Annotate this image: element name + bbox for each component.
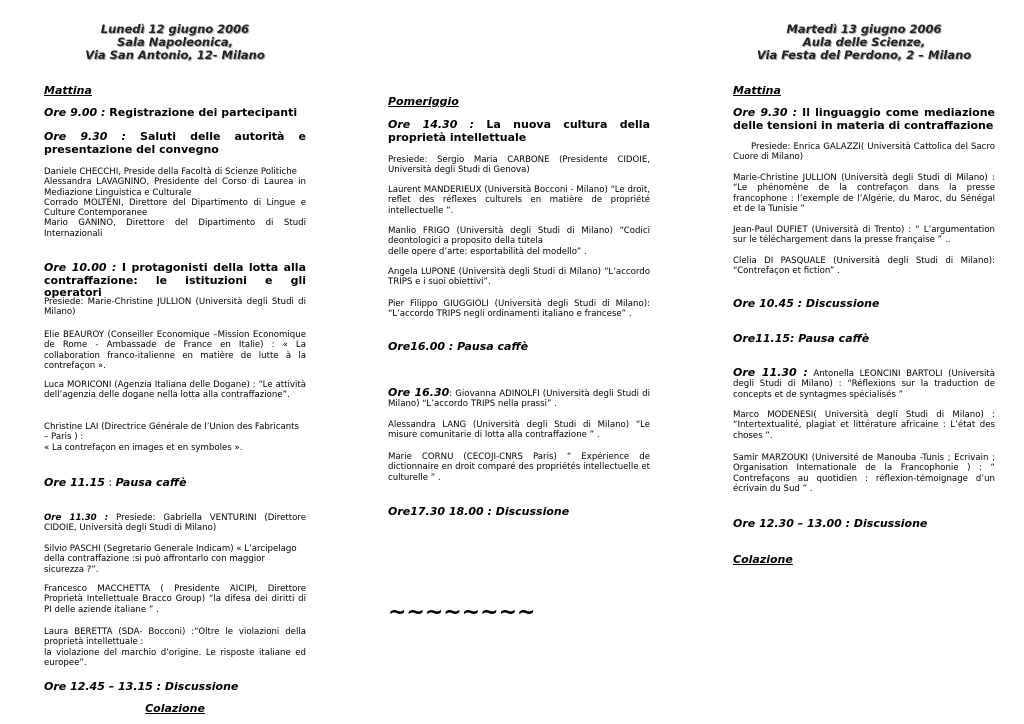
- talk-lai: [44, 422, 306, 453]
- session-930-day2-time: Ore 9.30 :: [733, 106, 798, 119]
- session-1000-title: I protagonisti della lotta alla contraffazione: le istituzioni e gli operatori: [44, 261, 307, 299]
- tilde-divider: ~~~~~~~~: [388, 600, 536, 625]
- session-930-time: Ore 9.30 :: [44, 130, 126, 143]
- session-1045-day2: Ore 10.45 : Discussione: [733, 297, 880, 310]
- talk-lang: Alessandra LANG (Università degli Studi di Milano) “Le misure comunitarie di lotta alla contraffazione ” .: [388, 420, 650, 441]
- session-1130-time: Ore 11.30 :: [44, 513, 109, 523]
- session-930: [44, 131, 306, 156]
- talk-lai-title: « La contrefaçon en images et en symboles ».: [44, 442, 243, 453]
- talk-lai-speaker: Christine LAI (Directrice Générale de l’Union des Fabricants – Paris ) :: [44, 422, 300, 443]
- talk-manderieux: Laurent MANDERIEUX (Università Bocconi - Milano) “Le droit, reflet des réflexes culturels en matière de propriété intellectuelle ”.: [388, 185, 650, 216]
- talk-cornu: Marie CORNU (CECOJI-CNRS Paris) “ Expérience de dictionnaire en droit comparé des propriétés intellectuelle et culturelle ” .: [388, 452, 650, 483]
- session-900: [44, 107, 306, 120]
- day2-date: Martedì 13 giugno 2006: [786, 22, 942, 36]
- session-930-title: Saluti delle autorità e presentazione del convegno: [44, 130, 306, 156]
- talk-jullion: Marie-Christine JULLION (Università degli Studi di Milano) : “Le phénomène de la contrefaçon dans la presse francophone : l’exemple de l’Algérie, du Maroc, du Sénégal et de la Tunisie ”: [733, 173, 995, 214]
- talk-giuggioli: Pier Filippo GIUGGIOLI (Università degli Studi di Milano): “L’accordo TRIPS negli ordinamenti italiano e francese” .: [388, 299, 650, 320]
- lunch-day2: Colazione: [733, 553, 793, 566]
- talk-frigo: [388, 226, 650, 257]
- session-1130-day2: [733, 368, 995, 400]
- lunch-day1: Colazione: [145, 702, 205, 715]
- session-1230-day2: Ore 12.30 – 13.00 : Discussione: [733, 517, 928, 530]
- session-1115-day2: Ore11.15: Pausa caffè: [733, 332, 870, 345]
- session-1000-time: Ore 10.00 :: [44, 261, 117, 274]
- day1-header: [44, 23, 306, 62]
- session-1430: [388, 119, 650, 144]
- talk-macchetta: Francesco MACCHETTA ( Presidente AICIPI, Direttore Proprietà Intellettuale Bracco Group) “la difesa dei diritti di PI delle aziende italiane ” .: [44, 584, 306, 615]
- day2-venue: Aula delle Scienze,: [802, 35, 926, 49]
- talk-leoncini: Antonella LEONCINI BARTOLI (Università degli Studi di Milano) : “Réflexions sur la traduction de concepts et de syntagmes spécialisés ”: [733, 369, 996, 400]
- session-1115-title: Pausa caffè: [115, 476, 187, 489]
- talk-frigo-line2: delle opere d’arte: esportabilità del modello” .: [388, 246, 587, 257]
- speaker-lavagnino: Alessandra LAVAGNINO, Presidente del Corso di Laurea in Mediazione Linguistica e Culturale: [44, 177, 306, 198]
- afternoon-heading: Pomeriggio: [388, 95, 459, 108]
- talk-di-pasquale: Clelia DI PASQUALE (Università degli Studi di Milano): “Contrefaçon et fiction” .: [733, 256, 995, 277]
- session-1000-chair: Presiede: Marie-Christine JULLION (Università degli Studi di Milano): [44, 297, 306, 318]
- session-1130: [44, 513, 306, 534]
- day1-date: Lunedì 12 giugno 2006: [100, 22, 250, 36]
- talk-dufiet: Jean-Paul DUFIET (Università di Trento) : “ L’argumentation sur le téléchargement dans la presse française ” ..: [733, 225, 995, 246]
- speaker-molteni: Corrado MOLTENI, Direttore del Dipartimento di Lingue e Culture Contemporanee: [44, 197, 306, 219]
- morning-heading: Mattina: [44, 84, 92, 97]
- session-1430-time: Ore 14.30 :: [388, 118, 475, 131]
- session-900-time: Ore 9.00 :: [44, 106, 106, 119]
- session-1730: Ore17.30 18.00 : Discussione: [388, 505, 570, 518]
- talk-beretta-line1: Laura BERETTA (SDA- Bocconi) :“Oltre le violazioni della proprietà intellettuale :: [44, 627, 306, 648]
- talk-marzouki: Samir MARZOUKI (Université de Manouba -Tunis ; Ecrivain ; Organisation Internationale de la Francophonie ) : “ Contrefaçons au quotidien : réflexion-témoignage d’un écrivain du Sud ” .: [733, 453, 995, 494]
- day2-address: Via Festa del Perdono, 2 – Milano: [756, 48, 972, 62]
- talk-frigo-line1: Manlio FRIGO (Università degli Studi di Milano) “Codici deontologici a proposito della tutela: [388, 226, 650, 247]
- talk-beretta-line2: la violazione del marchio d’origine. Le risposte italiane ed europee”.: [44, 647, 306, 668]
- talk-beauroy: Elie BEAUROY (Conseiller Economique –Mission Economique de Rome - Ambassade de France en Italie) : « La collaboration franco-italienne en matière de lutte à la contrefaçon ».: [44, 330, 306, 371]
- session-1430-chair: Presiede: Sergio Maria CARBONE (Presidente CIDOIE, Università degli Studi di Genova): [388, 155, 650, 176]
- session-1430-title: La nuova cultura della proprietà intellettuale: [388, 118, 651, 144]
- session-900-title: Registrazione dei partecipanti: [105, 106, 298, 119]
- welcome-speakers: [44, 167, 306, 239]
- session-1600: Ore16.00 : Pausa caffè: [388, 340, 529, 353]
- session-930-day2-title: Il linguaggio come mediazione delle tensioni in materia di contraffazione: [733, 106, 995, 132]
- day2-header: [733, 23, 995, 62]
- session-1115-sep: :: [104, 476, 116, 489]
- session-1630-time: Ore 16.30: [388, 386, 450, 399]
- session-1000: [44, 262, 306, 300]
- talk-lupone: Angela LUPONE (Università degli Studi di Milano) “L’accordo TRIPS e i suoi obiettivi”.: [388, 267, 650, 288]
- session-930-day2-chair: Presiede: Enrica GALAZZI( Università Cattolica del Sacro Cuore di Milano): [733, 142, 995, 163]
- talk-paschi: Silvio PASCHI (Segretario Generale Indicam) « L’arcipelago della contraffazione :si può affrontarlo con maggior sicurezza ?”.: [44, 544, 297, 575]
- session-1115: [44, 476, 306, 489]
- speaker-ganino: Mario GANINO, Direttore del Dipartimento di Studi Internazionali: [44, 218, 306, 239]
- session-1245: Ore 12.45 – 13.15 : Discussione: [44, 680, 239, 693]
- day1-venue: Sala Napoleonica,: [117, 35, 233, 49]
- talk-modenesi: Marco MODENESI( Università degli Studi di Milano) : “Intertextualité, plagiat et littérature africaine : L’état des choses ”.: [733, 410, 995, 441]
- session-930-day2: [733, 107, 995, 132]
- morning-heading-day2: Mattina: [733, 84, 781, 97]
- session-1130-day2-time: Ore 11.30 :: [733, 366, 808, 379]
- session-1130-chair: Presiede: Gabriella VENTURINI (Direttore CIDOIE, Università degli Studi di Milano): [44, 513, 307, 534]
- talk-moriconi: Luca MORICONI (Agenzia Italiana delle Dogane) : “Le attività dell’agenzia delle dogane nella lotta alla contraffazione”.: [44, 380, 306, 401]
- talk-beretta: [44, 627, 306, 668]
- session-1630: [388, 388, 650, 410]
- session-1630-talk: : Giovanna ADINOLFI (Università degli Studi di Milano) “L’accordo TRIPS nella prassi” .: [388, 389, 650, 410]
- day1-address: Via San Antonio, 12- Milano: [85, 48, 265, 62]
- speaker-checchi: Daniele CHECCHI, Preside della Facoltà di Scienze Politiche: [44, 167, 297, 177]
- session-1115-time: Ore 11.15: [44, 476, 105, 489]
